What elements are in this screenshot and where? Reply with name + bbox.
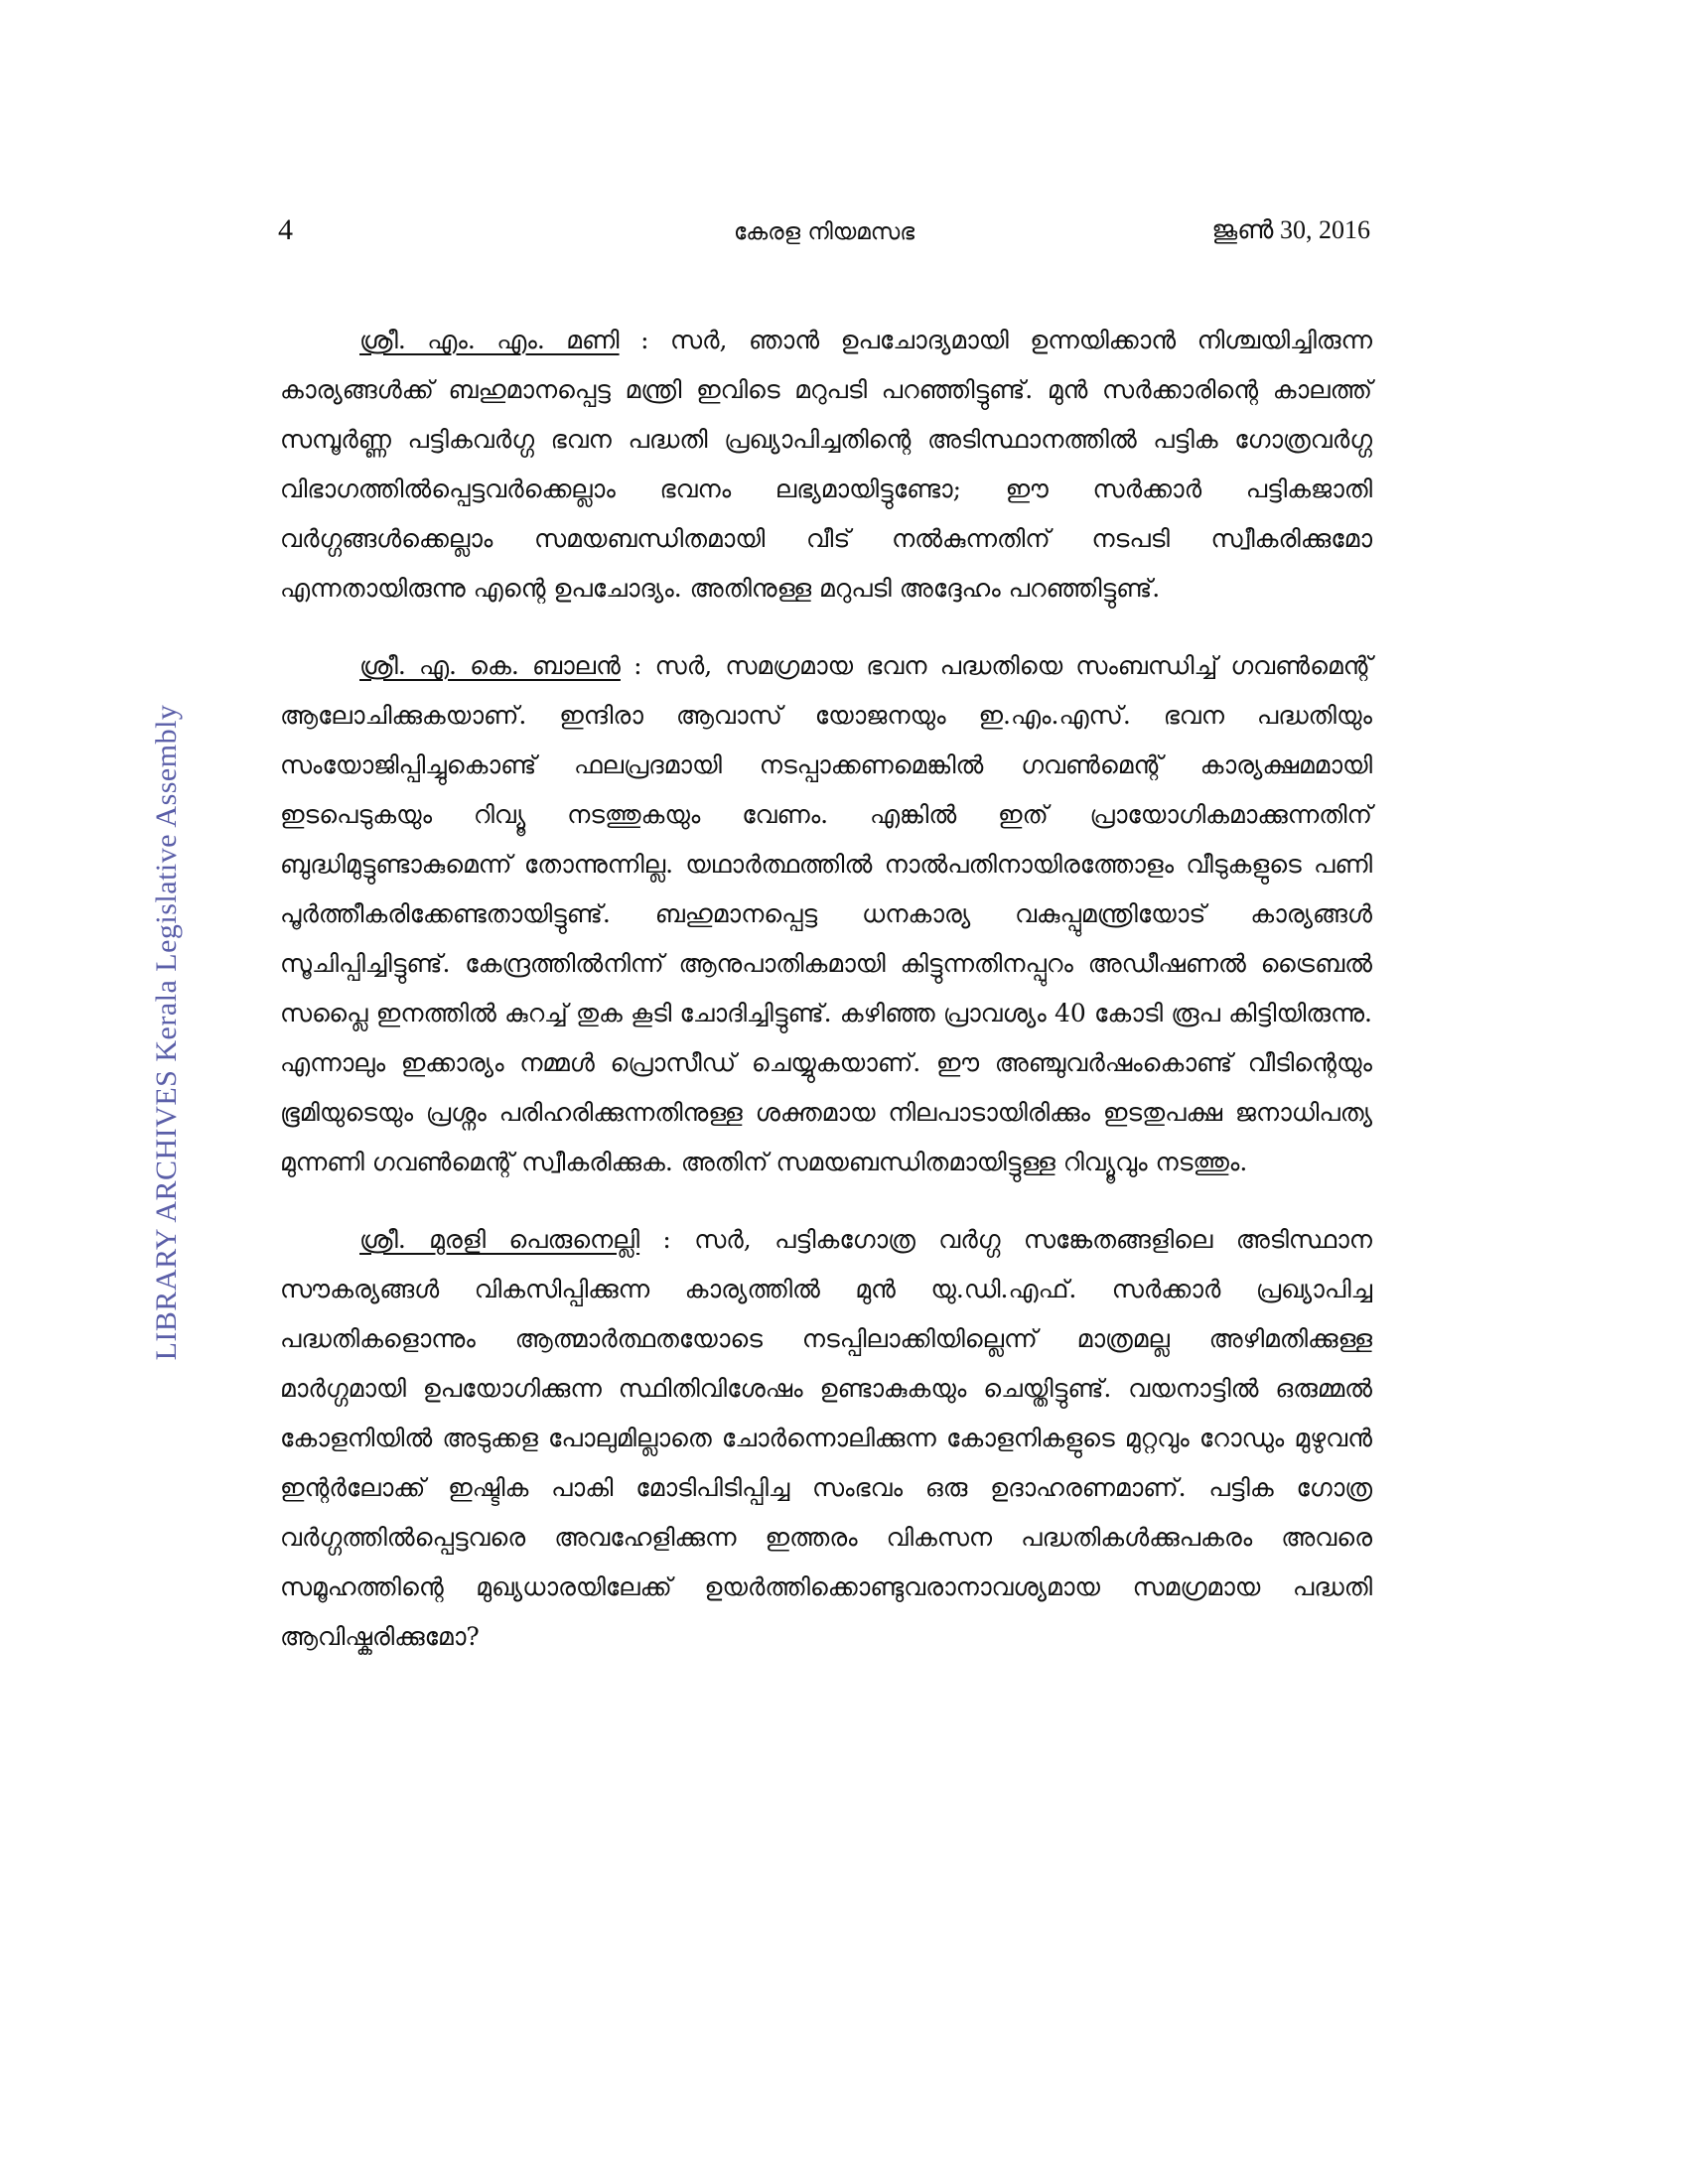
speaker-name: ശ്രീ. എ. കെ. ബാലൻ	[359, 651, 621, 680]
speech-text: : സർ, സമഗ്രമായ ഭവന പദ്ധതിയെ സംബന്ധിച്ച് ഗവൺമെന്റ് ആലോചിക്കുകയാണ്. ഇന്ദിരാ ആവാസ് യോജനയും ഇ.എം.എസ്. ഭവന പദ്ധതിയും സംയോജിപ്പിച്ചുകൊണ്ട് ഫലപ്രദമായി നടപ്പാക്കണമെങ്കിൽ ഗവൺമെന്റ് കാര്യക്ഷമമായി ഇടപെടുകയും റിവ്യൂ നടത്തുകയും വേണം. എങ്കിൽ ഇത് പ്രായോഗികമാക്കുന്നതിന് ബുദ്ധിമുട്ടുണ്ടാകുമെന്ന് തോന്നുന്നില്ല. യഥാർത്ഥത്തിൽ നാൽപതിനായിരത്തോളം വീടുകളുടെ പണി പൂർത്തീകരിക്കേണ്ടതായിട്ടുണ്ട്. ബഹുമാനപ്പെട്ട ധനകാര്യ വകുപ്പുമന്ത്രിയോട് കാര്യങ്ങൾ സൂചിപ്പിച്ചിട്ടുണ്ട്. കേന്ദ്രത്തിൽനിന്ന് ആനുപാതികമായി കിട്ടുന്നതിനപ്പുറം അഡീഷണൽ ട്രൈബൽ സപ്ലൈ ഇനത്തിൽ കുറച്ച് തുക കൂടി ചോദിച്ചിട്ടുണ്ട്. കഴിഞ്ഞ പ്രാവശ്യം 40 കോടി രൂപ കിട്ടിയിരുന്നു. എന്നാലും ഇക്കാര്യം നമ്മൾ പ്രൊസീഡ് ചെയ്യുകയാണ്. ഈ അഞ്ചുവർഷംകൊണ്ട് വീടിന്റെയും ഭൂമിയുടെയും പ്രശ്നം പരിഹരിക്കുന്നതിനുള്ള ശക്തമായ നിലപാടായിരിക്കും ഇടതുപക്ഷ ജനാധിപത്യ മുന്നണി ഗവൺമെന്റ് സ്വീകരിക്കുക. അതിന് സമയബന്ധിതമായിട്ടുള്ള റിവ്യൂവും നടത്തും.	[280, 651, 1372, 1176]
speech-text: : സർ, പട്ടികഗോത്ര വർഗ്ഗ സങ്കേതങ്ങളിലെ അടിസ്ഥാന സൗകര്യങ്ങൾ വികസിപ്പിക്കുന്ന കാര്യത്തിൽ മുൻ യു.ഡി.എഫ്. സർക്കാർ പ്രഖ്യാപിച്ച പദ്ധതികളൊന്നും ആത്മാർത്ഥതയോടെ നടപ്പിലാക്കിയില്ലെന്ന് മാത്രമല്ല അഴിമതിക്കുള്ള മാർഗ്ഗമായി ഉപയോഗിക്കുന്ന സ്ഥിതിവിശേഷം ഉണ്ടാകുകയും ചെയ്തിട്ടുണ്ട്. വയനാട്ടിൽ ഒരുമ്മൽ കോളനിയിൽ അടുക്കള പോലുമില്ലാതെ ചോർന്നൊലിക്കുന്ന കോളനികളുടെ മുറ്റവും റോഡും മുഴുവൻ ഇന്റർലോക്ക് ഇഷ്ടിക പാകി മോടിപിടിപ്പിച്ച സംഭവം ഒരു ഉദാഹരണമാണ്. പട്ടിക ഗോത്ര വർഗ്ഗത്തിൽപ്പെട്ടവരെ അവഹേളിക്കുന്ന ഇത്തരം വികസന പദ്ധതികൾക്കുപകരം അവരെ സമൂഹത്തിന്റെ മുഖ്യധാരയിലേക്ക് ഉയർത്തിക്കൊണ്ടുവരാനാവശ്യമായ സമഗ്രമായ പദ്ധതി ആവിഷ്കരിക്കുമോ?	[280, 1225, 1372, 1651]
speech-text: : സർ, ഞാൻ ഉപചോദ്യമായി ഉന്നയിക്കാൻ നിശ്ചയിച്ചിരുന്ന കാര്യങ്ങൾക്ക് ബഹുമാനപ്പെട്ട മന്ത്രി ഇവിടെ മറുപടി പറഞ്ഞിട്ടുണ്ട്. മുൻ സർക്കാരിന്റെ കാലത്ത് സമ്പൂർണ്ണ പട്ടികവർഗ്ഗ ഭവന പദ്ധതി പ്രഖ്യാപിച്ചതിന്റെ അടിസ്ഥാനത്തിൽ പട്ടിക ഗോത്രവർഗ്ഗ വിഭാഗത്തിൽപ്പെട്ടവർക്കെല്ലാം ഭവനം ലഭ്യമായിട്ടുണ്ടോ; ഈ സർക്കാർ പട്ടികജാതി വർഗ്ഗങ്ങൾക്കെല്ലാം സമയബന്ധിതമായി വീട് നൽകുന്നതിന് നടപടി സ്വീകരിക്കുമോ എന്നതായിരുന്നു എന്റെ ഉപചോദ്യം. അതിനുള്ള മറുപടി അദ്ദേഹം പറഞ്ഞിട്ടുണ്ട്.	[280, 326, 1372, 603]
page-header	[278, 213, 1370, 253]
page-title: കേരള നിയമസഭ	[733, 219, 915, 245]
speaker-name: ശ്രീ. എം. എം. മണി	[359, 326, 620, 354]
speaker-name: ശ്രീ. മുരളി പെരുനെല്ലി	[359, 1225, 640, 1254]
speech-paragraph-3	[280, 1215, 1372, 1662]
proceedings-body	[280, 316, 1372, 1690]
speech-paragraph-2	[280, 641, 1372, 1187]
page-number: 4	[278, 213, 293, 246]
speech-paragraph-1	[280, 316, 1372, 614]
session-date: ജൂൺ 30, 2016	[1211, 215, 1370, 244]
watermark-text: LIBRARY ARCHIVES Kerala Legislative Assembly	[150, 704, 183, 1361]
